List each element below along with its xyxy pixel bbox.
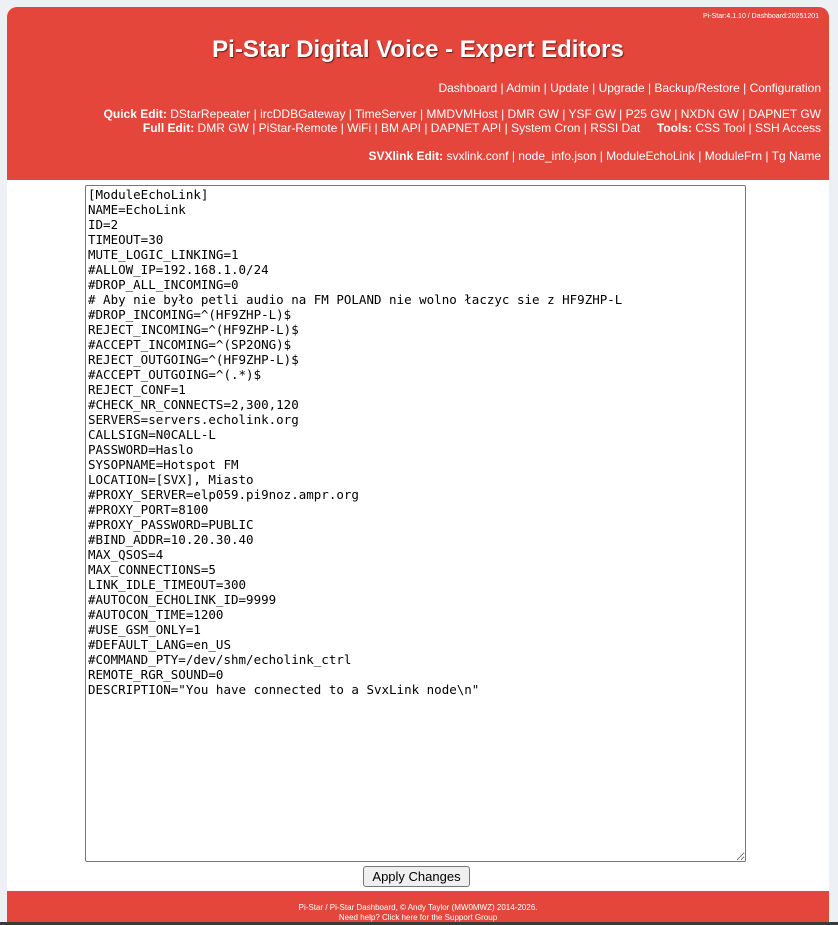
- nav-link-admin[interactable]: Admin: [506, 81, 541, 95]
- full-edit-link-dapnet-api[interactable]: DAPNET API: [430, 121, 502, 135]
- full-edit-link-dmr-gw[interactable]: DMR GW: [197, 121, 249, 135]
- nav-link-update[interactable]: Update: [550, 81, 589, 95]
- footer: [7, 891, 829, 925]
- quick-edit-link-timeserver[interactable]: TimeServer: [355, 107, 417, 121]
- tools-label: Tools:: [656, 121, 693, 135]
- separator: |: [739, 81, 750, 95]
- separator: |: [694, 149, 705, 163]
- full-edit-link-rssi-dat[interactable]: RSSI Dat: [590, 121, 641, 135]
- quick-edit-link-ircddbgateway[interactable]: ircDDBGateway: [260, 107, 346, 121]
- quick-edit-link-p25-gw[interactable]: P25 GW: [625, 107, 671, 121]
- tools-link-css-tool[interactable]: CSS Tool: [695, 121, 746, 135]
- quick-edit-link-dapnet-gw[interactable]: DAPNET GW: [748, 107, 821, 121]
- svxlink-edit-nav: [368, 149, 821, 163]
- nav-link-dashboard[interactable]: Dashboard: [438, 81, 498, 95]
- separator: |: [738, 107, 749, 121]
- quick-edit-link-nxdn-gw[interactable]: NXDN GW: [680, 107, 739, 121]
- support-group-link[interactable]: Need help? Click here for the Support Group: [338, 913, 498, 922]
- separator: |: [580, 121, 591, 135]
- main-nav: [438, 81, 821, 95]
- separator: |: [615, 107, 626, 121]
- quick-edit-link-mmdvmhost[interactable]: MMDVMHost: [426, 107, 498, 121]
- separator: |: [644, 81, 655, 95]
- svxlink-edit-link-moduleecholink[interactable]: ModuleEchoLink: [606, 149, 695, 163]
- quick-edit-link-ysf-gw[interactable]: YSF GW: [568, 107, 616, 121]
- separator: |: [540, 81, 551, 95]
- quick-edit-link-dstarrepeater[interactable]: DStarRepeater: [170, 107, 251, 121]
- svxlink-edit-link-tg-name[interactable]: Tg Name: [771, 149, 821, 163]
- apply-changes-button[interactable]: Apply Changes: [363, 866, 470, 887]
- spacer: [640, 121, 657, 135]
- svxlink-edit-label: SVXlink Edit:: [368, 149, 444, 163]
- page-frame: [7, 7, 829, 925]
- full-edit-link-wifi[interactable]: WiFi: [347, 121, 372, 135]
- nav-link-configuration[interactable]: Configuration: [749, 81, 821, 95]
- separator: |: [762, 149, 772, 163]
- svxlink-edit-link-node-info-json[interactable]: node_info.json: [518, 149, 597, 163]
- full-edit-nav: [143, 121, 821, 135]
- separator: |: [345, 107, 356, 121]
- config-editor-textarea[interactable]: [85, 185, 746, 862]
- footer-copyright: Pi-Star / Pi-Star Dashboard, © Andy Taylor (MW0MWZ) 2014-2026.: [298, 903, 538, 912]
- separator: |: [670, 107, 681, 121]
- quick-edit-nav: [104, 107, 821, 121]
- separator: |: [497, 81, 507, 95]
- nav-link-backup-restore[interactable]: Backup/Restore: [654, 81, 740, 95]
- svxlink-edit-link-modulefrn[interactable]: ModuleFrn: [704, 149, 763, 163]
- nav-link-upgrade[interactable]: Upgrade: [598, 81, 645, 95]
- svxlink-edit-link-svxlink-conf[interactable]: svxlink.conf: [446, 149, 509, 163]
- separator: |: [250, 107, 261, 121]
- separator: |: [588, 81, 599, 95]
- full-edit-label: Full Edit:: [142, 121, 195, 135]
- separator: |: [371, 121, 381, 135]
- full-edit-link-system-cron[interactable]: System Cron: [511, 121, 581, 135]
- separator: |: [497, 107, 508, 121]
- separator: |: [745, 121, 755, 135]
- separator: |: [596, 149, 607, 163]
- header: [7, 7, 829, 180]
- separator: |: [508, 149, 519, 163]
- tools-link-ssh-access[interactable]: SSH Access: [754, 121, 821, 135]
- full-edit-link-pistar-remote[interactable]: PiStar-Remote: [258, 121, 338, 135]
- quick-edit-link-dmr-gw[interactable]: DMR GW: [507, 107, 559, 121]
- separator: |: [420, 121, 431, 135]
- full-edit-link-bm-api[interactable]: BM API: [380, 121, 421, 135]
- quick-edit-label: Quick Edit:: [103, 107, 167, 121]
- separator: |: [416, 107, 427, 121]
- separator: |: [501, 121, 512, 135]
- separator: |: [337, 121, 348, 135]
- version-info: Pi-Star:4.1.10 / Dashboard:20251201: [703, 13, 819, 20]
- page-title: Pi-Star Digital Voice - Expert Editors: [212, 36, 624, 63]
- separator: |: [248, 121, 259, 135]
- separator: |: [558, 107, 569, 121]
